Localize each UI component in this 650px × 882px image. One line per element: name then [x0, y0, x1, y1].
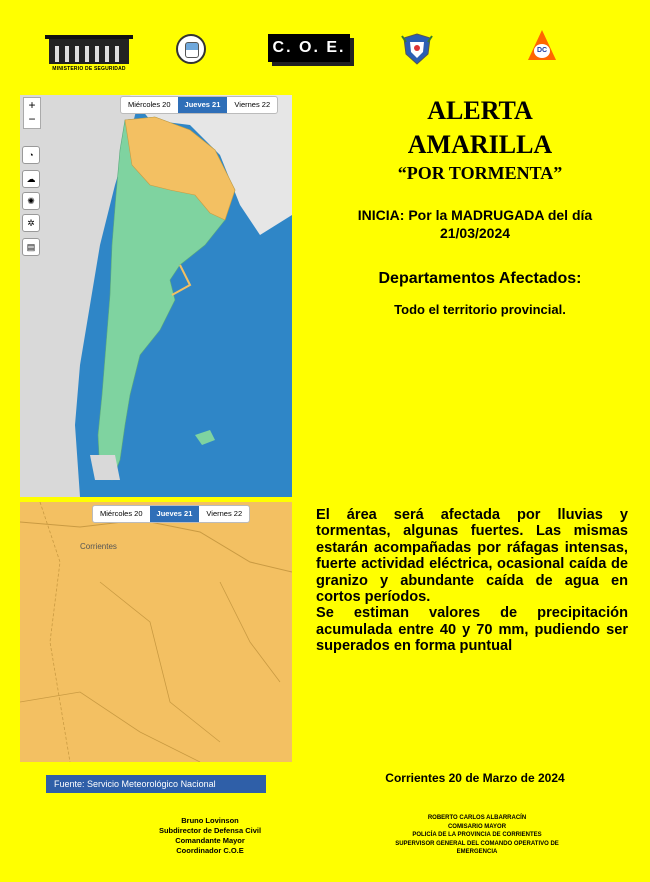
provincial-police-seal-icon [176, 34, 206, 64]
tab-jueves-21[interactable]: Jueves 21 [150, 506, 200, 522]
ministerio-seguridad-logo [45, 38, 133, 74]
layer-tool-icon[interactable]: ◔ [22, 146, 40, 164]
info-tool-icon[interactable]: ▤ [22, 238, 40, 256]
alert-subtitle: “POR TORMENTA” [397, 163, 563, 183]
signature-right-role4: EMERGENCIA [456, 849, 498, 855]
alert-description [316, 507, 628, 655]
alert-start [315, 206, 635, 242]
tab-miercoles-20[interactable]: Miércoles 20 [100, 509, 143, 518]
tab-jueves-21[interactable]: Jueves 21 [178, 97, 228, 113]
defensa-civil-label: DC [534, 44, 550, 58]
signature-right-role3: SUPERVISOR GENERAL DEL COMANDO OPERATIVO DE [395, 840, 559, 847]
ministerio-caption: MINISTERIO DE SEGURIDAD [52, 66, 126, 72]
map-bottom-day-tabs [92, 505, 250, 523]
tab-viernes-22[interactable]: Viernes 22 [234, 100, 271, 109]
zoom-out-button[interactable]: − [28, 112, 36, 126]
city-label: Corrientes [80, 542, 117, 551]
alert-start-line1: INICIA: Por la MADRUGADA del día [357, 207, 593, 223]
corrientes-coat-of-arms-icon [400, 32, 434, 66]
alert-paragraph-1: El área será afectada por lluvias y tormentas, algunas fuertes. Las mismas estarán acompañadas por ráfagas intensas, fuerte actividad eléctrica, ocasional caída de granizo y abundante caída de agua en cortos períodos. [316, 507, 628, 606]
settings-tool-icon[interactable]: ✲ [22, 214, 40, 232]
issue-date: Corrientes 20 de Marzo de 2024 [385, 771, 565, 785]
signature-right-role2: POLICÍA DE LA PROVINCIA DE CORRIENTES [412, 832, 542, 838]
zoom-in-button[interactable]: + [28, 98, 36, 112]
alert-paragraph-2: Se estiman valores de precipitación acumulada entre 40 y 70 mm, pudiendo ser superados en forma puntual [316, 605, 628, 655]
map-top-day-tabs [120, 96, 278, 114]
signature-left-role3: Coordinador C.O.E [176, 846, 244, 855]
alert-title-line2: AMARILLA [407, 130, 553, 159]
tab-miercoles-20[interactable]: Miércoles 20 [128, 100, 171, 109]
signature-right-name: ROBERTO CARLOS ALBARRACÍN [427, 815, 527, 821]
source-label: Fuente: Servicio Meteorológico Nacional [46, 775, 266, 793]
alert-title [350, 94, 610, 162]
signature-left-name: Bruno Lovinson [181, 816, 239, 825]
sun-tool-icon[interactable]: ✺ [22, 192, 40, 210]
alert-title-line1: ALERTA [427, 96, 533, 125]
signature-left-role2: Comandante Mayor [175, 836, 245, 845]
tab-viernes-22[interactable]: Viernes 22 [206, 509, 243, 518]
argentina-alert-map [20, 95, 292, 497]
departments-heading: Departamentos Afectados: [378, 270, 582, 287]
alert-start-date: 21/03/2024 [439, 225, 511, 241]
departments-body: Todo el territorio provincial. [394, 302, 566, 317]
map-zoom-control[interactable] [23, 97, 41, 129]
signature-right-role1: COMISARIO MAYOR [447, 823, 507, 830]
coe-logo: C. O. E. [268, 34, 350, 62]
cloud-tool-icon[interactable]: ☁ [22, 170, 40, 188]
corrientes-alert-map [20, 502, 292, 762]
signature-left [140, 816, 280, 856]
signature-right [352, 814, 602, 857]
signature-left-role1: Subdirector de Defensa Civil [158, 826, 262, 835]
